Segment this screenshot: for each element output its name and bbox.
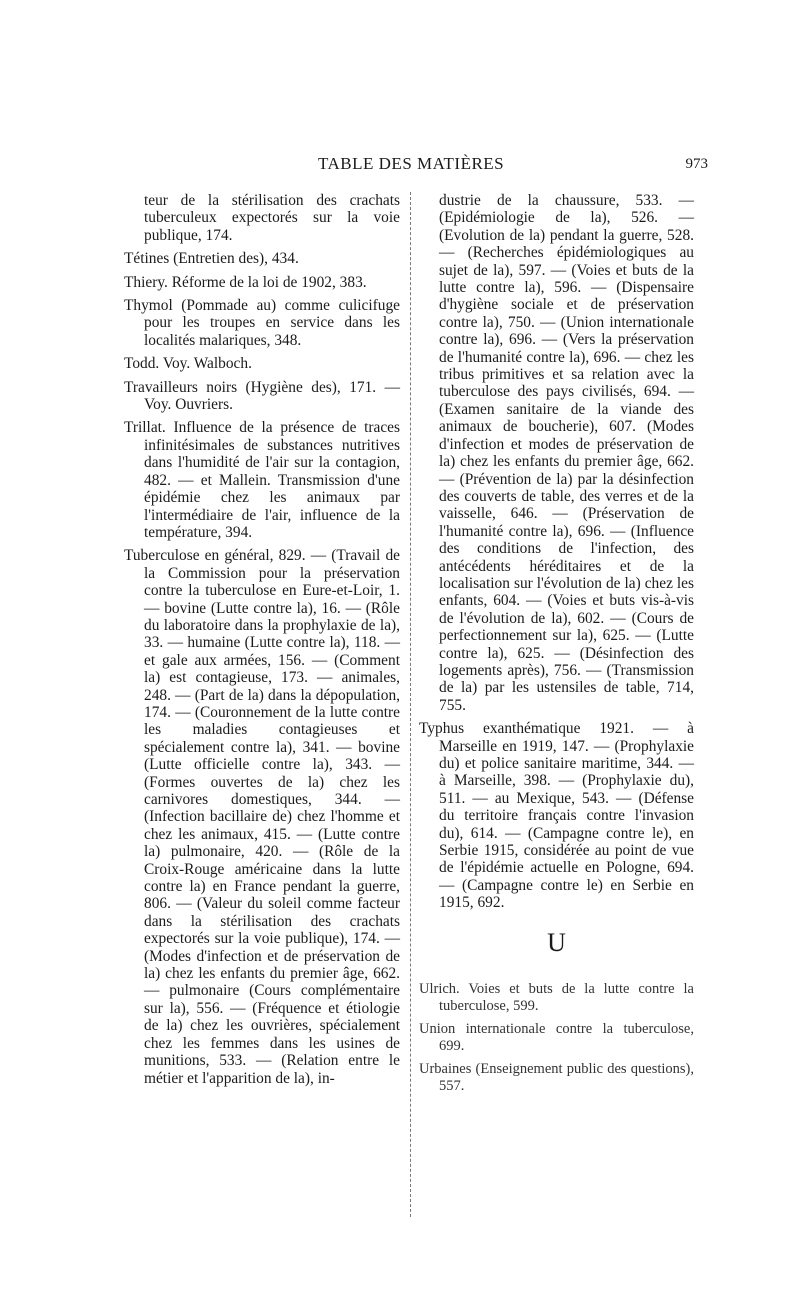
section-letter: U <box>547 927 566 957</box>
right-column <box>419 192 694 1101</box>
index-entry: teur de la stérilisation des crachats tuberculeux expectorés sur la voie publique, 174. <box>144 192 400 244</box>
index-entry: Trillat. Influence de la présence de traces infinitésimales de substances nutritives dans l'humidité de l'air sur la contagion, 482. — et Mallein. Transmission d'une épidémie chez les animaux par l'intermédiaire de l'air, influence de la température, 394. <box>124 419 400 541</box>
running-title: TABLE DES MATIÈRES <box>318 154 505 173</box>
left-column <box>124 192 400 1093</box>
index-entry: Typhus exanthématique 1921. — à Marseille en 1919, 147. — (Prophylaxie du) et police sanitaire maritime, 344. — à Marseille, 398. — (Prophylaxie du), 511. — au Mexique, 543. — (Défense du territoire français contre l'invasion du), 614. — (Campagne contre le), en Serbie 1915, considérée au point de vue de l'épidémie actuelle en Pologne, 694. — (Campagne contre le) en Serbie en 1915, 692. <box>419 720 694 912</box>
running-head <box>0 148 800 178</box>
index-entry: Tuberculose en général, 829. — (Travail de la Commission pour la préservation contre la tuberculose en Eure-et-Loir, 1. — bovine (Lutte contre la), 16. — (Rôle du laboratoire dans la prophylaxie de la), 33. — humaine (Lutte contre la), 118. — et gale aux armées, 156. — (Comment la) est contagieuse, 173. — animales, 248. — (Part de la) dans la dépopulation, 174. — (Couronnement de la lutte contre les maladies contagieuses et spécialement contre la), 341. — bovine (Lutte officielle contre la), 343. — (Formes ouvertes de la) chez les carnivores domestiques, 344. — (Infection bacillaire de) chez l'homme et chez les animaux, 415. — (Lutte contre la) pulmonaire, 420. — (Rôle de la Croix-Rouge américaine dans la lutte contre la) en France pendant la guerre, 806. — (Valeur du soleil comme facteur dans la stérilisation des crachats expectorés sur la voie publique), 174. — (Modes d'infection et de préservation de la) chez les enfants du premier âge, 662. — pulmonaire (Cours complémentaire sur la), 556. — (Fréquence et étiologie de la) chez les ouvrières, spécialement chez les femmes dans les usines de munitions, 533. — (Relation entre le métier et l'apparition de la), in- <box>124 547 400 1087</box>
index-entry: Travailleurs noirs (Hygiène des), 171. — Voy. Ouvriers. <box>124 378 400 414</box>
index-entry: Todd. Voy. Walboch. <box>124 355 252 373</box>
index-entry: Urbaines (Enseignement public des questions), 557. <box>419 1061 694 1095</box>
index-entry: Union internationale contre la tuberculose, 699. <box>419 1021 694 1055</box>
index-entry: Thiery. Réforme de la loi de 1902, 383. <box>124 273 367 291</box>
index-entry: Ulrich. Voies et buts de la lutte contre la tuberculose, 599. <box>419 981 694 1015</box>
page-number: 973 <box>685 156 708 172</box>
index-entry: dustrie de la chaussure, 533. — (Epidémiologie de la), 526. — (Evolution de la) pendant la guerre, 528. — (Recherches épidémiologiques au sujet de la), 597. — (Voies et buts de la lutte contre la), 596. — (Dispensaire d'hygiène sociale et de préservation contre la), 750. — (Union internationale contre la), 696. — (Vers la préservation de l'humanité contre la), 696. — chez les tribus primitives et sa relation avec la tuberculose des pays civilisés, 694. — (Examen sanitaire de la viande des animaux de boucherie), 607. (Modes d'infection et modes de préservation de la) chez les enfants du premier âge, 662. — (Prévention de la) par la désinfection des couverts de table, des verres et de la vaisselle, 646. — (Préservation de l'humanité contre la), 696. — (Influence des conditions de l'infection, des antécédents héréditaires et de la localisation sur l'évolution de la) chez les enfants, 604. — (Voies et buts vis-à-vis de l'évolution de la), 602. — (Cours de perfectionnement sur la), 625. — (Lutte contre la), 625. — (Désinfection des logements après), 756. — (Transmission de la) par les ustensiles de table, 714, 755. <box>439 192 694 714</box>
column-divider <box>410 192 411 1217</box>
index-entry: Thymol (Pommade au) comme culicifuge pour les troupes en service dans les localités malariques, 348. <box>124 297 400 349</box>
index-entry: Tétines (Entretien des), 434. <box>124 250 299 268</box>
